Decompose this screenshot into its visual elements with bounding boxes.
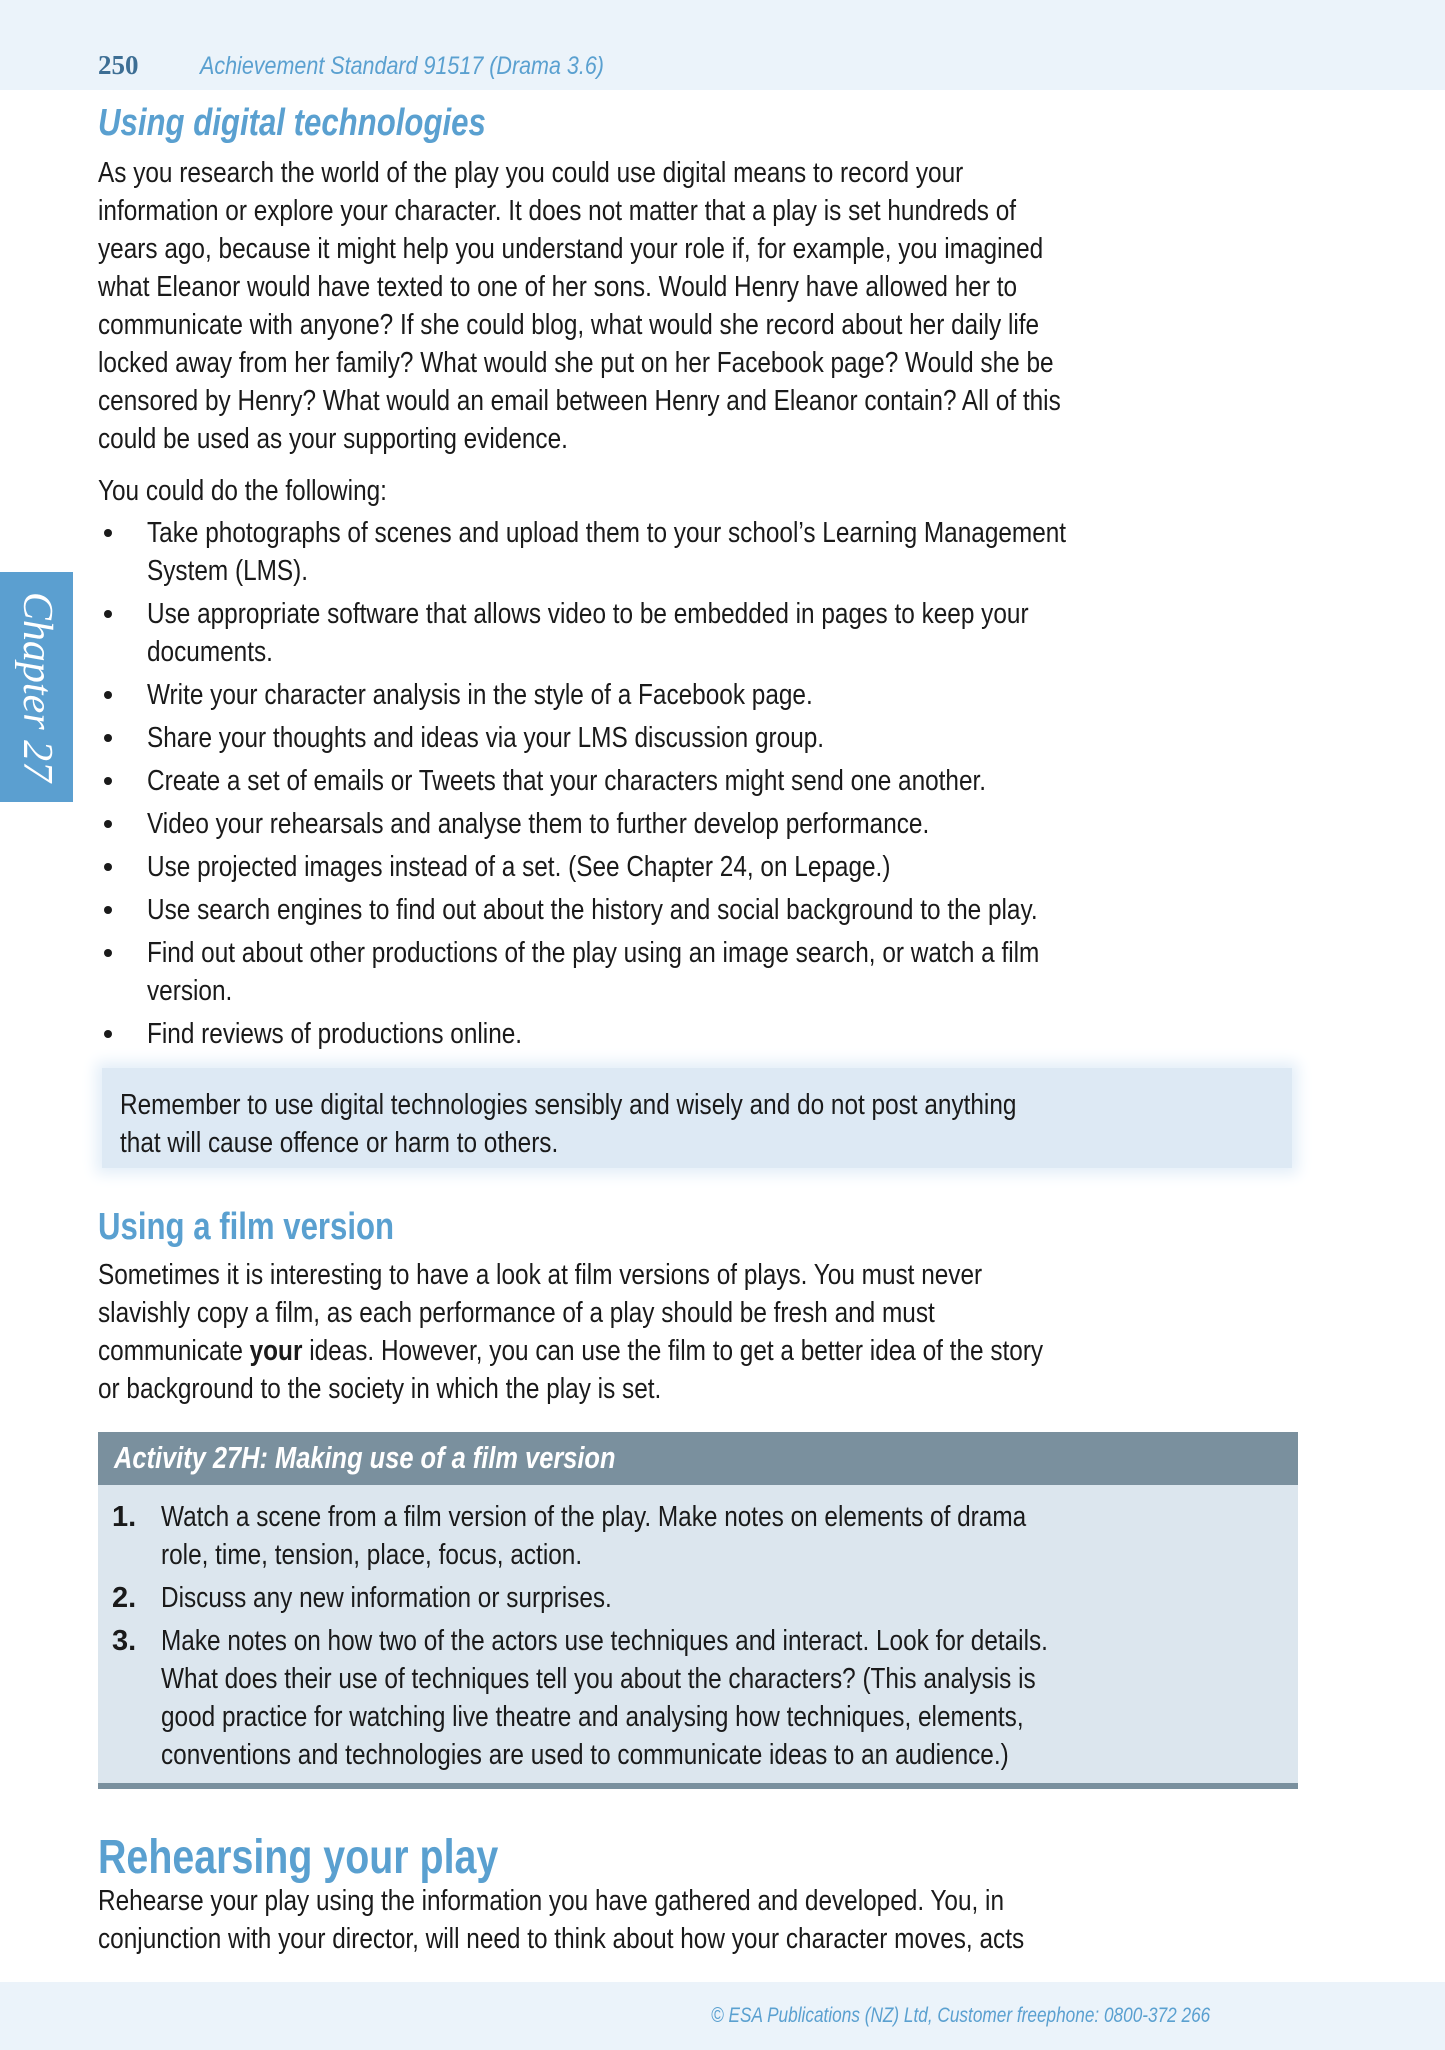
paragraph-line: As you research the world of the play you could use digital means to record your <box>98 157 964 189</box>
chapter-label: Chapter 27 <box>13 591 60 783</box>
bullet-icon <box>104 906 112 914</box>
activity-item-number: 2. <box>112 1582 137 1614</box>
text-run: communicate <box>98 1335 250 1367</box>
chapter-tab <box>0 572 73 802</box>
note-line: that will cause offence or harm to others. <box>120 1127 559 1159</box>
bullet-item-line: version. <box>147 975 233 1007</box>
paragraph-line: conjunction with your director, will need to think about how your character moves, acts <box>98 1923 1025 1955</box>
paragraph-line: what Eleanor would have texted to one of her sons. Would Henry have allowed her to <box>98 271 1018 303</box>
activity-item-line: conventions and technologies are used to communicate ideas to an audience.) <box>161 1739 1009 1771</box>
bullet-item-line: System (LMS). <box>147 555 309 587</box>
running-head: Achievement Standard 91517 (Drama 3.6) <box>200 52 604 80</box>
activity-item-line: good practice for watching live theatre and analysing how techniques, elements, <box>161 1701 1024 1733</box>
activity-bottom-rule <box>98 1783 1298 1789</box>
bullet-item-line: documents. <box>147 636 273 668</box>
section-heading-rehearsing: Rehearsing your play <box>98 1831 499 1884</box>
paragraph-line: or background to the society in which the play is set. <box>98 1373 662 1405</box>
bullet-icon <box>104 949 112 957</box>
section-heading-digital: Using digital technologies <box>98 102 486 144</box>
paragraph-line: censored by Henry? What would an email between Henry and Eleanor contain? All of this <box>98 385 1061 417</box>
paragraph-line: Sometimes it is interesting to have a look at film versions of plays. You must never <box>98 1259 983 1291</box>
paragraph-line: Rehearse your play using the information you have gathered and developed. You, in <box>98 1885 1005 1917</box>
emphasis-your: your <box>249 1335 303 1367</box>
bullet-icon <box>104 529 112 537</box>
bullet-item-line: Share your thoughts and ideas via your LMS discussion group. <box>147 722 825 754</box>
activity-item-line: Watch a scene from a film version of the play. Make notes on elements of drama <box>161 1501 1027 1533</box>
bullet-icon <box>104 820 112 828</box>
bullet-icon <box>104 691 112 699</box>
paragraph-line: locked away from her family? What would she put on her Facebook page? Would she be <box>98 347 1054 379</box>
paragraph-line: slavishly copy a film, as each performance of a play should be fresh and must <box>98 1297 935 1329</box>
bullet-item-line: Use search engines to find out about the history and social background to the play. <box>147 894 1038 926</box>
bullet-item-line: Use appropriate software that allows video to be embedded in pages to keep your <box>147 598 1029 630</box>
paragraph-line <box>98 1332 1043 1370</box>
bullet-icon <box>104 610 112 618</box>
text-run: ideas. However, you can use the film to get a better idea of the story <box>302 1335 1044 1367</box>
activity-header <box>98 1432 1298 1485</box>
bullet-item-line: Video your rehearsals and analyse them to further develop performance. <box>147 808 930 840</box>
section-heading-film: Using a film version <box>98 1206 395 1248</box>
activity-item-number: 3. <box>112 1625 137 1657</box>
activity-item-number: 1. <box>112 1501 137 1533</box>
bullet-item-line: Write your character analysis in the style of a Facebook page. <box>147 679 813 711</box>
paragraph-line: communicate with anyone? If she could blog, what would she record about her daily life <box>98 309 1040 341</box>
bullet-item-line: Use projected images instead of a set. (See Chapter 24, on Lepage.) <box>147 851 891 883</box>
bullet-icon <box>104 863 112 871</box>
activity-title: Activity 27H: Making use of a film version <box>114 1440 616 1475</box>
bullet-item-line: Find out about other productions of the play using an image search, or watch a film <box>147 937 1040 969</box>
paragraph-line: information or explore your character. It does not matter that a play is set hundreds of <box>98 195 1017 227</box>
page-number: 250 <box>98 50 139 80</box>
activity-item-line: Discuss any new information or surprises. <box>161 1582 612 1614</box>
footer-copyright: © ESA Publications (NZ) Ltd, Customer freephone: 0800-372 266 <box>711 2004 1211 2027</box>
bullet-icon <box>104 1030 112 1038</box>
list-intro: You could do the following: <box>98 475 387 507</box>
bullet-item-line: Take photographs of scenes and upload them to your school’s Learning Management <box>147 517 1067 549</box>
note-line: Remember to use digital technologies sensibly and wisely and do not post anything <box>120 1089 1017 1121</box>
activity-item-line: What does their use of techniques tell you about the characters? (This analysis is <box>161 1663 1036 1695</box>
bullet-item-line: Create a set of emails or Tweets that your characters might send one another. <box>147 765 987 797</box>
paragraph-line: years ago, because it might help you understand your role if, for example, you imagined <box>98 233 1044 265</box>
activity-item-line: role, time, tension, place, focus, action. <box>161 1539 583 1571</box>
bullet-icon <box>104 734 112 742</box>
bullet-item-line: Find reviews of productions online. <box>147 1018 523 1050</box>
activity-item-line: Make notes on how two of the actors use techniques and interact. Look for details. <box>161 1625 1048 1657</box>
paragraph-line: could be used as your supporting evidence. <box>98 423 568 455</box>
bullet-icon <box>104 777 112 785</box>
